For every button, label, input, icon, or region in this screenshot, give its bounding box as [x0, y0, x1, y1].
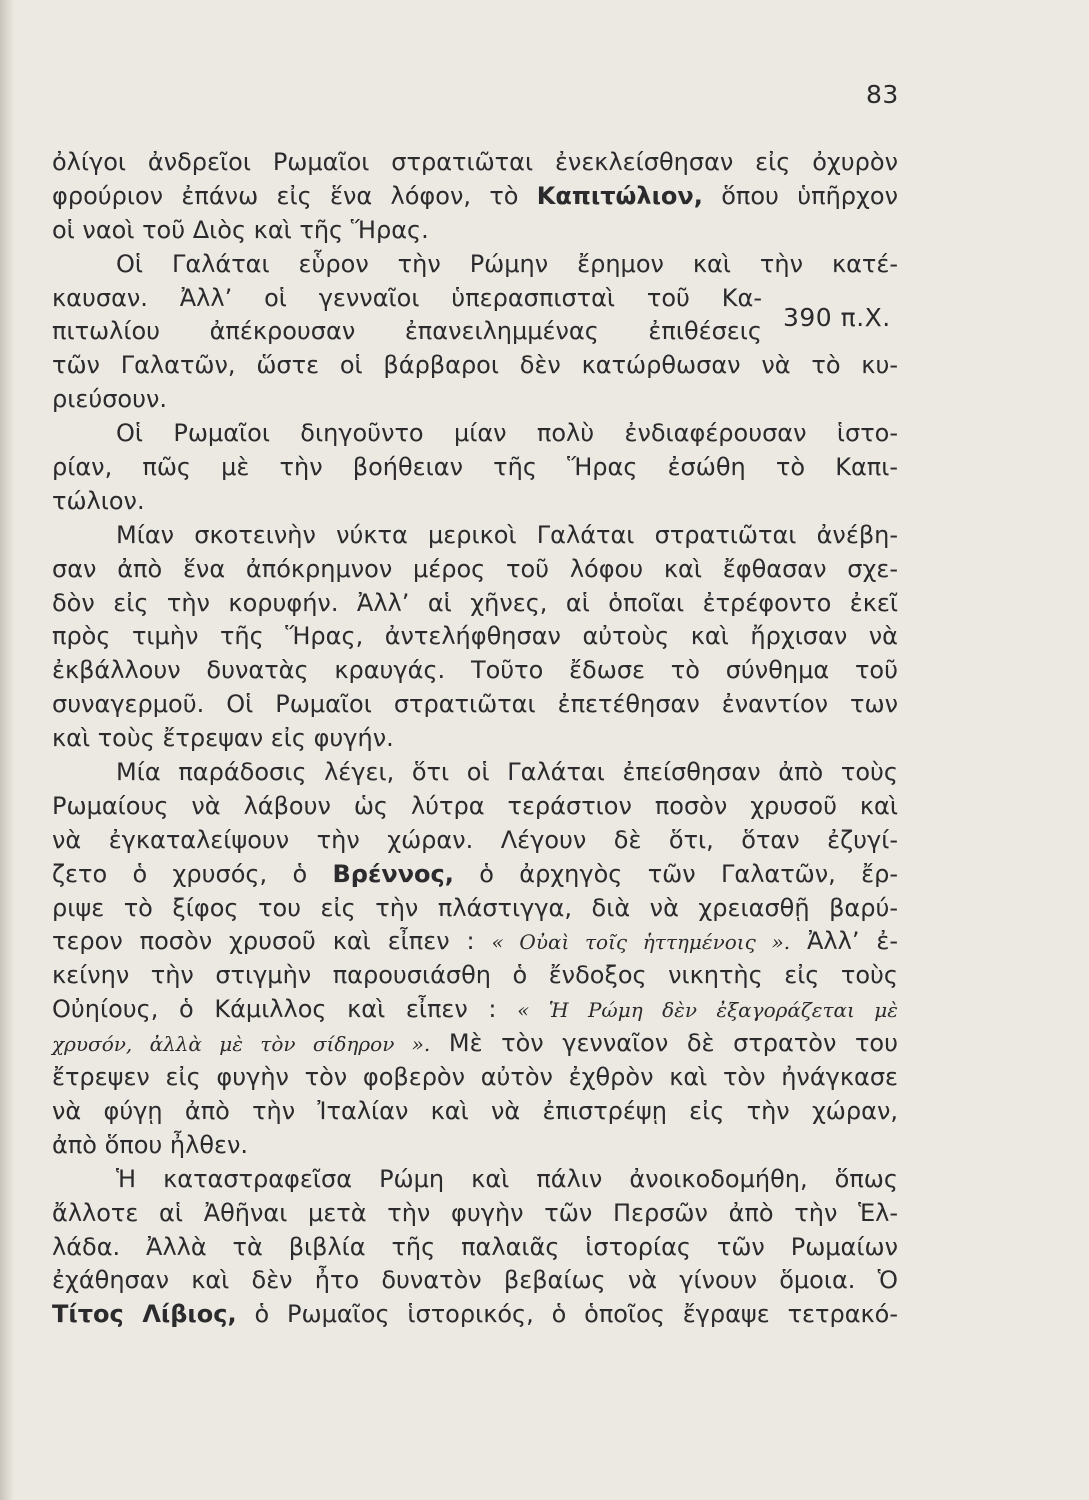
text-line: Μίαν σκοτεινὴν νύκτα μερικοὶ Γαλάται στρατιῶται ἀνέβη- — [116, 520, 898, 549]
text-line: ὀλίγοι ἀνδρεῖοι Ρωμαῖοι στρατιῶται ἐνεκλείσθησαν εἰς ὀχυρὸν — [52, 148, 898, 176]
quotation: « Οὐαὶ τοῖς ἡττημένοις ». — [491, 930, 791, 955]
quotation: χρυσόν, ἀλλὰ μὲ τὸν σίδηρον ». — [52, 1032, 431, 1057]
text-line: τῶν Γαλατῶν, ὥστε οἱ βάρβαροι δὲν κατώρθωσαν νὰ τὸ κυ- — [52, 351, 898, 380]
text-line: Ρωμαίους νὰ λάβουν ὡς λύτρα τεράστιον ποσὸν χρυσοῦ καὶ — [52, 791, 898, 820]
text-line: ρίαν, πῶς μὲ τὴν βοήθειαν τῆς Ἥρας ἐσώθη τὸ Καπι- — [52, 453, 898, 482]
text-line: Ἡ καταστραφεῖσα Ρώμη καὶ πάλιν ἀνοικοδομήθη, ὅπως — [116, 1164, 898, 1193]
text-line: συναγερμοῦ. Οἱ Ρωμαῖοι στρατιῶται ἐπετέθησαν ἐναντίον των — [52, 690, 898, 719]
text-line: χρυσόν, ἀλλὰ μὲ τὸν σίδηρον ». Μὲ τὸν γενναῖον δὲ στρατὸν του — [52, 1029, 898, 1058]
text-line: Οἱ Ρωμαῖοι διηγοῦντο μίαν πολὺ ἐνδιαφέρουσαν ἱστο- — [116, 419, 898, 448]
text-line: φρούριον ἐπάνω εἰς ἕνα λόφον, τὸ Καπιτώλιον, ὅπου ὑπῆρχον — [52, 181, 898, 210]
text-line: Μία παράδοσις λέγει, ὅτι οἱ Γαλάται ἐπείσθησαν ἀπὸ τοὺς — [116, 758, 898, 787]
margin-date-note: 390 π.Χ. — [783, 303, 891, 332]
text-line: πρὸς τιμὴν τῆς Ἥρας, ἀντελήφθησαν αὐτοὺς καὶ ἤρχισαν νὰ — [52, 622, 898, 651]
text-line: ζετο ὁ χρυσός, ὁ Βρέννος, ὁ ἀρχηγὸς τῶν Γαλατῶν, ἔρ- — [52, 859, 899, 888]
body-text — [52, 146, 898, 1332]
text-line: λάδα. Ἀλλὰ τὰ βιβλία τῆς παλαιᾶς ἱστορίας τῶν Ρωμαίων — [52, 1232, 898, 1261]
text-line: σαν ἀπὸ ἕνα ἀπόκρημνον μέρος τοῦ λόφου καὶ ἔφθασαν σχε- — [52, 554, 898, 583]
page-number: 83 — [866, 80, 899, 109]
text-line: οἱ ναοὶ τοῦ Διὸς καὶ τῆς Ἥρας. — [52, 215, 429, 244]
text-line: τερον ποσὸν χρυσοῦ καὶ εἶπεν : « Οὐαὶ τοῖς ἡττημένοις ». Ἀλλ’ ἐ- — [52, 927, 898, 956]
text-line: δὸν εἰς τὴν κορυφήν. Ἀλλ’ αἱ χῆνες, αἱ ὁποῖαι ἐτρέφοντο ἐκεῖ — [52, 588, 898, 617]
text-line: ἄλλοτε αἱ Ἀθῆναι μετὰ τὴν φυγὴν τῶν Περσῶν ἀπὸ τὴν Ἑλ- — [52, 1198, 898, 1227]
text-line: ἐκβάλλουν δυνατὰς κραυγάς. Τοῦτο ἔδωσε τὸ σύνθημα τοῦ — [52, 656, 898, 685]
text-line: ἀπὸ ὅπου ἦλθεν. — [52, 1130, 249, 1159]
text-line: ριψε τὸ ξίφος του εἰς τὴν πλάστιγγα, διὰ νὰ χρειασθῇ βαρύ- — [52, 893, 898, 922]
text-line: Οἱ Γαλάται εὗρον τὴν Ρώμην ἔρημον καὶ τὴν κατέ- — [116, 249, 898, 278]
text-line: ριεύσουν. — [52, 385, 168, 414]
text-line: ἐχάθησαν καὶ δὲν ἦτο δυνατὸν βεβαίως νὰ γίνουν ὅμοια. Ὁ — [52, 1266, 898, 1295]
page-binding-shadow — [0, 0, 14, 1500]
text-line: καυσαν. Ἀλλ’ οἱ γενναῖοι ὑπερασπισταὶ τοῦ Κα- — [52, 283, 762, 312]
text-line: Τίτος Λίβιος, ὁ Ρωμαῖος ἱστορικός, ὁ ὁποῖος ἔγραψε τετρακό- — [52, 1300, 898, 1329]
text-line: τώλιον. — [52, 486, 145, 515]
person-name: Βρέννος, — [332, 859, 454, 888]
text-line: Οὐηίους, ὁ Κάμιλλος καὶ εἶπεν : « Ἡ Ρώμη δὲν ἐξαγοράζεται μὲ — [52, 995, 898, 1024]
text-line: κείνην τὴν στιγμὴν παρουσιάσθη ὁ ἔνδοξος νικητὴς εἰς τοὺς — [52, 961, 898, 990]
text-line: νὰ ἐγκαταλείψουν τὴν χώραν. Λέγουν δὲ ὅτι, ὅταν ἐζυγί- — [52, 825, 898, 854]
person-name: Τίτος Λίβιος, — [52, 1300, 237, 1329]
text-line: πιτωλίου ἀπέκρουσαν ἐπανειλημμένας ἐπιθέσεις — [52, 317, 762, 346]
text-line: νὰ φύγῃ ἀπὸ τὴν Ἰταλίαν καὶ νὰ ἐπιστρέψῃ εἰς τὴν χώραν, — [52, 1096, 898, 1125]
quotation: « Ἡ Ρώμη δὲν ἐξαγοράζεται μὲ — [517, 998, 898, 1023]
place-name: Καπιτώλιον, — [536, 181, 703, 210]
text-line: καὶ τοὺς ἔτρεψαν εἰς φυγήν. — [52, 724, 394, 753]
text-line: ἔτρεψεν εἰς φυγὴν τὸν φοβερὸν αὐτὸν ἐχθρὸν καὶ τὸν ἠνάγκασε — [52, 1063, 898, 1092]
